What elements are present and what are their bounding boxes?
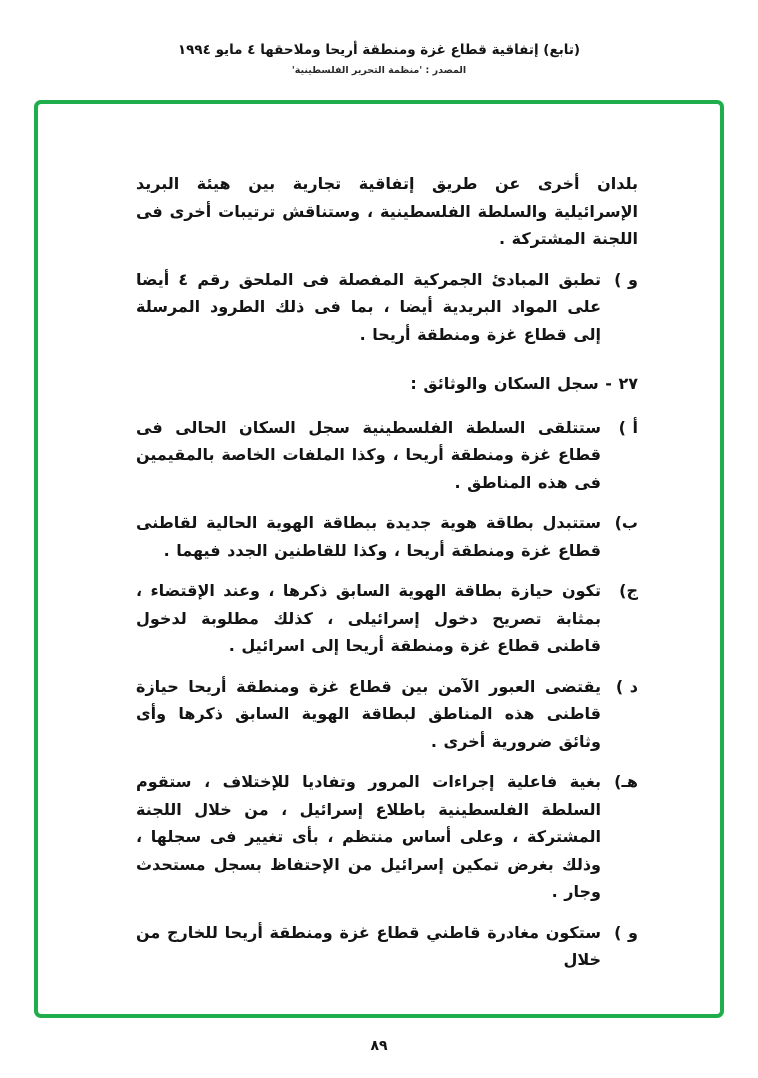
item-marker: د ) [615, 676, 638, 696]
list-item [136, 673, 638, 756]
item-marker: هـ) [614, 772, 638, 792]
item-marker: ب) [614, 513, 638, 533]
green-frame-border [34, 100, 724, 1018]
list-item [136, 919, 638, 974]
section-heading: ٢٧ - سجل السكان والوثائق : [410, 374, 638, 394]
item-text: بغية فاعلية إجراءات المرور وتفاديا للإختلاف ، ستقوم السلطة الفلسطينية باطلاع إسرائيل ، من خلال اللجنة المشتركة ، وعلى أساس منتظم ، بأى تغيير فى سجلها ، وذلك بغرض تمكين إسرائيل من الإحتفاظ بسجل مستحدث وجار . [136, 772, 601, 902]
item-marker: و ) [614, 922, 638, 942]
continuation-paragraph: بلدان أخرى عن طريق إتفاقية تجارية بين هيئة البريد الإسرائيلية والسلطة الفلسطينية ، وستناقش ترتيبات أخرى فى اللجنة المشتركة . [136, 174, 638, 249]
item-text: يقتضى العبور الآمن بين قطاع غزة ومنطقة أريحا حيازة قاطنى هذه المناطق لبطاقة الهوية السابق ذكرها وأى وثائق ضرورية أخرى . [136, 676, 601, 751]
item-text: ستتبدل بطاقة هوية جديدة ببطاقة الهوية الحالية لقاطنى قطاع غزة ومنطقة أريحا ، وكذا للقاطنين الجدد فيهما . [136, 513, 601, 560]
item-text: ستكون مغادرة قاطني قطاع غزة ومنطقة أريحا للخارج من خلال [136, 922, 601, 970]
document-body [136, 170, 638, 987]
document-source: المصدر : 'منظمة التحرير الفلسطينية' [291, 65, 467, 76]
item-text: تطبق المبادئ الجمركية المفصلة فى الملحق رقم ٤ أيضا على المواد البريدية أيضا ، بما فى ذلك الطرود المرسلة إلى قطاع غزة ومنطقة أريحا . [136, 269, 601, 344]
list-item [136, 266, 638, 349]
list-item [136, 509, 638, 564]
item-marker: ج) [619, 581, 638, 601]
list-item [136, 768, 638, 906]
item-text: تكون حيازة بطاقة الهوية السابق ذكرها ، وعند الإقتضاء ، بمثابة تصريح دخول إسرائيلى ، كذلك مطلوبة لدخول قاطنى قطاع غزة ومنطقة أريحا إلى اسرائيل . [136, 581, 601, 656]
list-item [136, 577, 638, 660]
list-item [136, 414, 638, 497]
item-text: ستتلقى السلطة الفلسطينية سجل السكان الحالى فى قطاع غزة ومنطقة أريحا ، وكذا الملفات الخاصة بالمقيمين فى هذه المناطق . [136, 417, 601, 492]
document-title: (تابع) إتفاقية قطاع غزة ومنطقة أريحا وملاحقها ٤ مايو ١٩٩٤ [177, 42, 581, 58]
page-number: ٨٩ [370, 1038, 388, 1054]
item-marker: أ ) [618, 417, 638, 437]
page-header [0, 42, 758, 76]
item-marker: و ) [614, 269, 638, 289]
